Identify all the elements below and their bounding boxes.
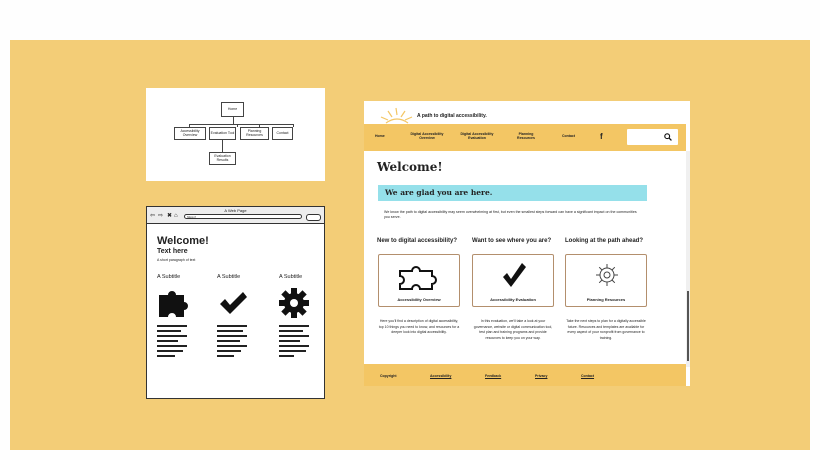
wire-subtitle: A Subtitle: [157, 274, 181, 280]
sitemap-connector: [222, 140, 223, 152]
sitemap-node: Planning Resources: [240, 127, 269, 140]
site-tagline: A path to digital accessibility.: [417, 113, 487, 119]
welcome-banner: [378, 185, 647, 201]
sitemap-node: Accessibility Overview: [174, 127, 206, 140]
sunrise-logo: [378, 106, 418, 124]
nav-item-evaluation[interactable]: Digital Accessibility Evaluation: [460, 132, 494, 141]
footer-copyright: Copyright: [380, 374, 397, 378]
column-heading: New to digital accessibility?: [377, 238, 458, 244]
gear-icon: [278, 287, 310, 319]
url-bar: https://: [184, 214, 302, 219]
facebook-icon[interactable]: f: [600, 132, 603, 141]
sitemap-diagram: [146, 88, 325, 181]
wire-subtitle: A Subtitle: [217, 274, 241, 280]
wire-subtitle: A Subtitle: [279, 274, 303, 280]
window-title: A Web Page: [224, 208, 247, 213]
search-input[interactable]: [627, 129, 678, 145]
main-navigation: [364, 124, 686, 151]
sitemap-connector: [233, 117, 234, 124]
sitemap-node: Contact: [272, 127, 293, 140]
sitemap-node: Evaluation Tool: [209, 127, 236, 140]
column-heading: Looking at the path ahead?: [565, 238, 644, 244]
banner-text: We are glad you are here.: [385, 188, 493, 197]
footer-link-feedback[interactable]: Feedback: [485, 374, 502, 378]
browser-titlebar: [147, 207, 324, 224]
close-icon: ✖: [167, 213, 173, 219]
column-text: Take the next steps to plan for a digitally accessible future. Resources and templates are available for every aspect of your nonprofit from governance to training.: [566, 319, 646, 340]
puzzle-piece-icon: [157, 287, 189, 319]
wire-heading: Welcome!: [157, 235, 209, 247]
back-icon: ⇦: [150, 213, 156, 219]
card-accessibility-overview[interactable]: [378, 254, 460, 307]
puzzle-piece-icon: [398, 263, 442, 291]
website-mockup: [364, 101, 690, 386]
placeholder-text-lines: [279, 325, 309, 360]
sitemap-connector: [293, 124, 294, 127]
card-label: Accessibility Evaluation: [490, 297, 536, 302]
wire-subheading: Text here: [157, 248, 188, 255]
nav-item-contact[interactable]: Contact: [562, 134, 576, 138]
card-accessibility-evaluation[interactable]: [472, 254, 554, 307]
forward-icon: ⇨: [158, 213, 164, 219]
sitemap-node: Evaluation Results: [209, 152, 236, 165]
footer-link-contact[interactable]: Contact: [581, 374, 595, 378]
footer-link-privacy[interactable]: Privacy: [535, 374, 548, 378]
column-text: In this evaluation, we'll take a look at your governance, website or digital communication tool, test plan and training programs and provide resources to keep you on your way.: [473, 319, 553, 340]
placeholder-text-lines: [157, 325, 187, 360]
wire-paragraph: A short paragraph of text: [157, 258, 196, 262]
nav-item-overview[interactable]: Digital Accessibility Overview: [410, 132, 444, 141]
scrollbar-thumb[interactable]: [687, 291, 689, 361]
search-icon[interactable]: [664, 133, 672, 141]
checkmark-icon: [217, 287, 249, 319]
wireframe-mockup: [146, 206, 325, 399]
intro-paragraph: We know the path to digital accessibility may seem overwhelming at first, but even the smallest steps forward can have a significant impact on the communities you serve.: [384, 210, 637, 220]
footer-link-accessibility[interactable]: Accessibility: [430, 374, 452, 378]
sitemap-connector: [237, 124, 238, 127]
scrollbar[interactable]: [686, 151, 690, 367]
search-pill: [306, 214, 321, 221]
card-label: Accessibility Overview: [397, 297, 441, 302]
column-heading: Want to see where you are?: [472, 238, 552, 244]
nav-item-planning[interactable]: Planning Resources: [517, 132, 535, 141]
nav-item-home[interactable]: Home: [375, 134, 385, 138]
card-label: Planning Resources: [586, 297, 626, 302]
site-footer: [364, 364, 686, 386]
card-planning-resources[interactable]: [565, 254, 647, 307]
column-text: Here you'll find a description of digital accessibility, top 10 things you need to know, and resources for a deeper look into digital accessibility.: [378, 319, 460, 335]
page-heading: Welcome!: [377, 160, 443, 174]
home-icon: ⌂: [174, 213, 178, 219]
gear-icon: [595, 263, 619, 287]
sitemap-connector: [189, 124, 293, 125]
placeholder-text-lines: [217, 325, 247, 360]
sitemap-node-home: Home: [221, 102, 244, 117]
checkmark-icon: [501, 261, 527, 289]
